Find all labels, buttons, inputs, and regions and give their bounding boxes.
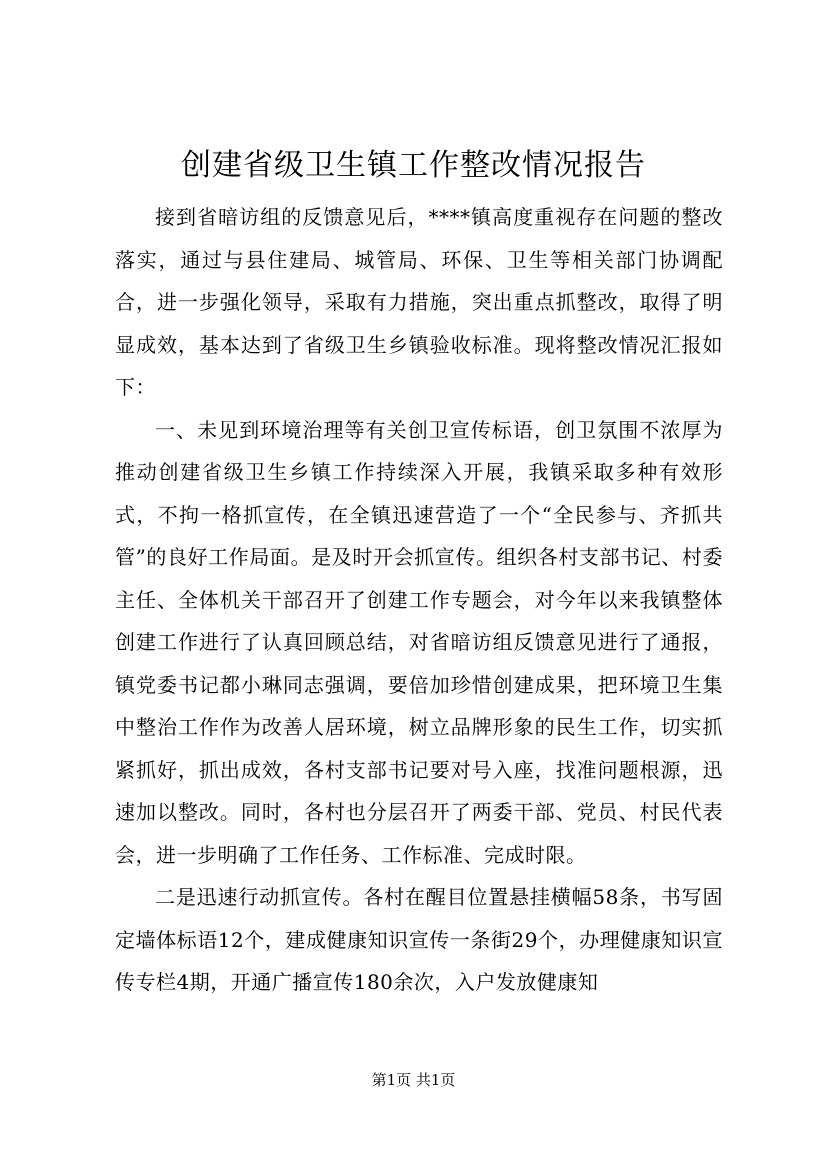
paragraph: 一、未见到环境治理等有关创卫宣传标语，创卫氛围不浓厚为推动创建省级卫生乡镇工作持续深入开展，我镇采取多种有效形式，不拘一格抓宣传，在全镇迅速营造了一个“全民参与、齐抓共管”的良好工作局面。是及时开会抓宣传。组织各村支部书记、村委主任、全体机关干部召开了创建工作专题会，对今年以来我镇整体创建工作进行了认真回顾总结，对省暗访组反馈意见进行了通报，镇党委书记都小琳同志强调，要倍加珍惜创建成果，把环境卫生集中整治工作作为改善人居环境，树立品牌形象的民生工作，切实抓紧抓好，抓出成效，各村支部书记要对号入座，找准问题根源，迅速加以整改。同时，各村也分层召开了两委干部、党员、村民代表会，进一步明确了工作任务、工作标准、完成时限。 <box>115 417 723 867</box>
document-title: 创建省级卫生镇工作整改情况报告 <box>181 148 646 183</box>
page-footer: 第1页 共1页 <box>371 1071 456 1089</box>
paragraph: 二是迅速行动抓宣传。各村在醒目位置悬挂横幅58条，书写固定墙体标语12个，建成健康知识宣传一条街29个，办理健康知识宣传专栏4期，开通广播宣传180余次，入户发放健康知 <box>115 885 723 994</box>
document-body <box>115 196 723 1004</box>
paragraph: 接到省暗访组的反馈意见后，****镇高度重视存在问题的整改落实，通过与县住建局、城管局、环保、卫生等相关部门协调配合，进一步强化领导，采取有力措施，突出重点抓整改，取得了明显成效，基本达到了省级卫生乡镇验收标准。现将整改情况汇报如下： <box>115 205 723 399</box>
